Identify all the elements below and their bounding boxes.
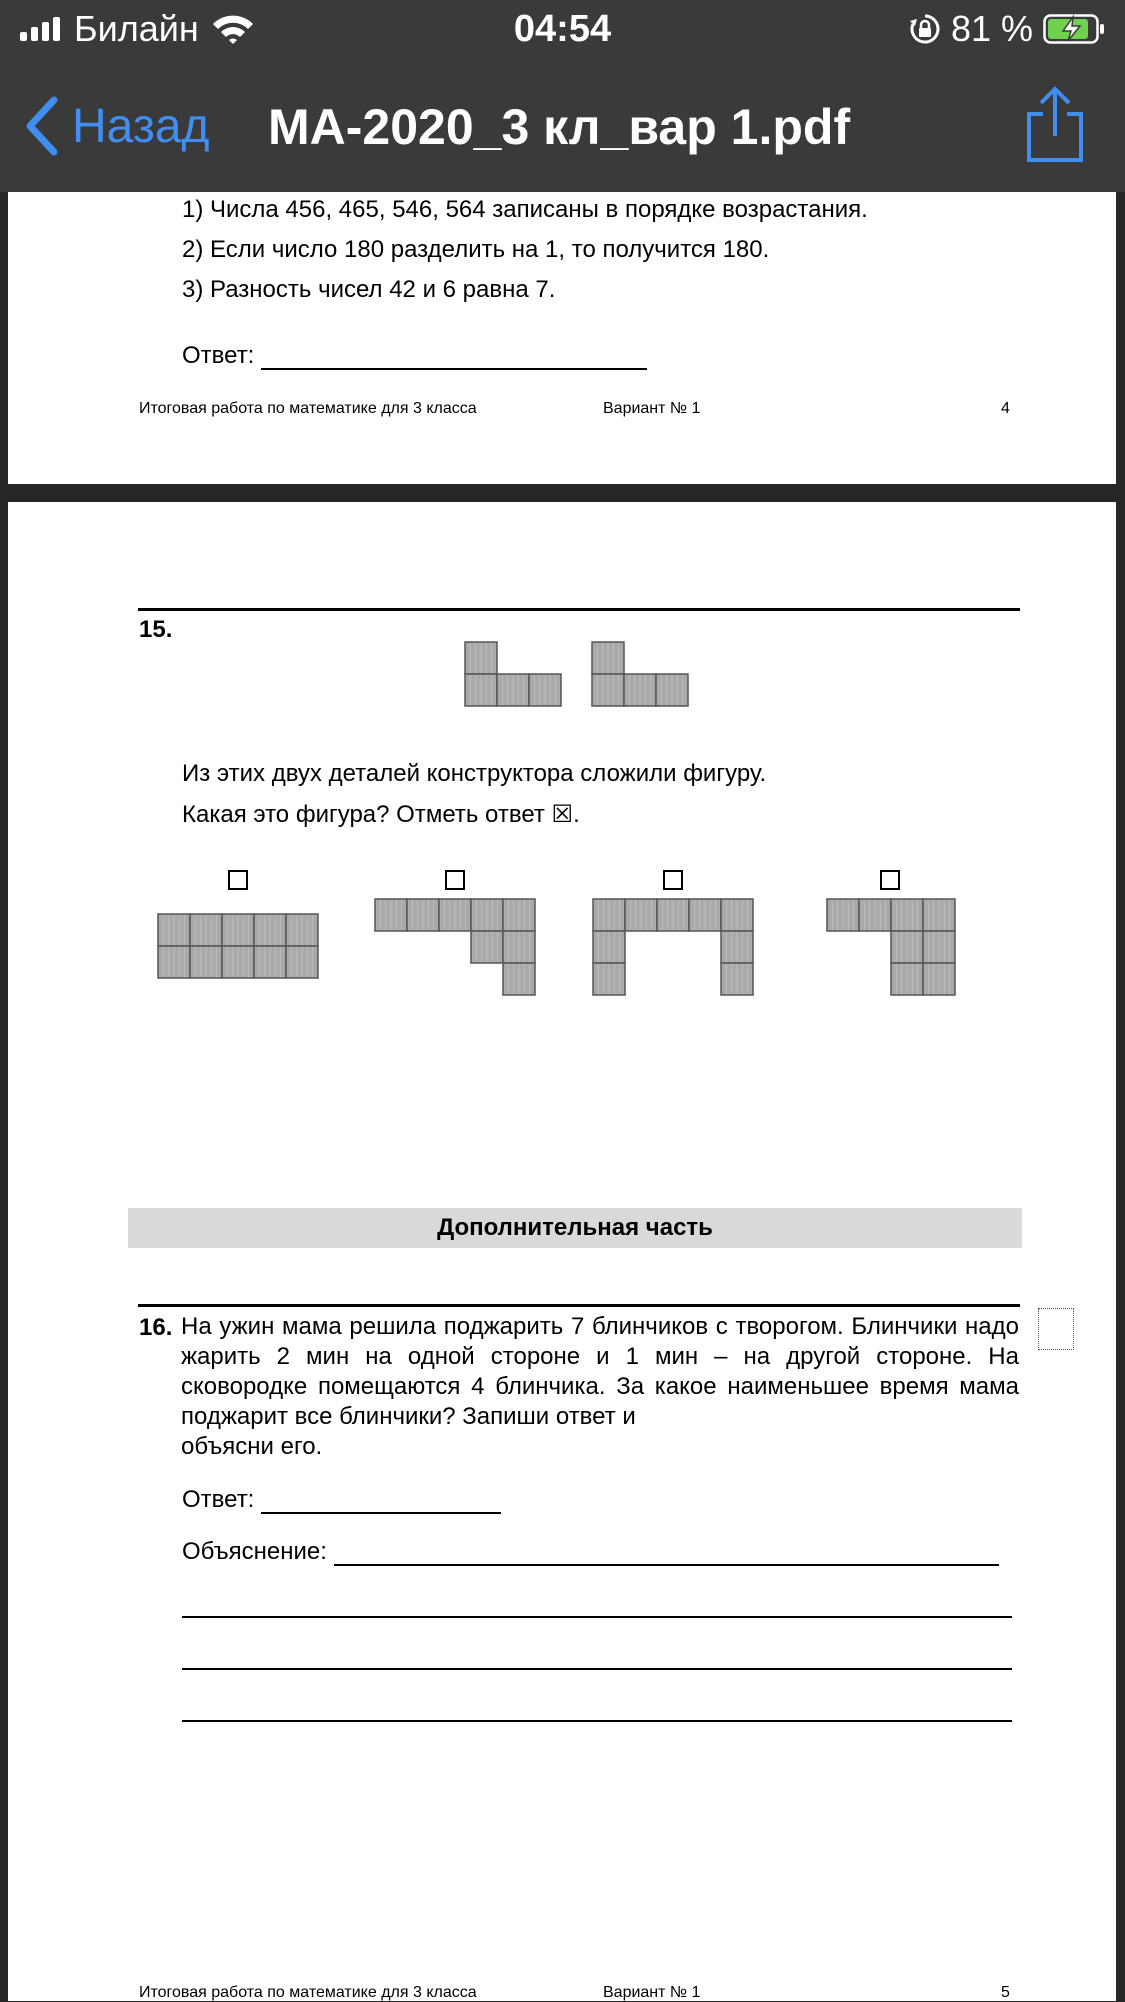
orientation-lock-icon: [909, 13, 941, 45]
footer-left-5: Итоговая работа по математике для 3 класса: [139, 1984, 477, 2001]
status-right: [909, 8, 1105, 50]
option-d-figure: [825, 897, 959, 997]
option-b-figure: [373, 897, 537, 997]
explanation-line-3: [182, 1668, 1012, 1670]
option-a-checkbox[interactable]: [228, 870, 248, 890]
piece-1-figure: [463, 640, 563, 708]
question-16-last-line: объясни его.: [181, 1433, 323, 1460]
battery-charging-icon: [1043, 14, 1105, 44]
question-15-line-2: Какая это фигура? Отметь ответ ☒.: [182, 801, 580, 828]
carrier-name: Билайн: [74, 8, 199, 49]
question-16-number: 16.: [139, 1314, 173, 1341]
option-c-checkbox[interactable]: [663, 870, 683, 890]
answer-label: Ответ:: [182, 342, 255, 369]
pdf-page-5: [8, 502, 1116, 2001]
option-a-figure: [156, 912, 320, 980]
status-bar: [0, 0, 1125, 62]
explanation-row: [182, 1538, 999, 1566]
extra-section-header: Дополнительная часть: [128, 1208, 1022, 1248]
explanation-line-4: [182, 1720, 1012, 1722]
statement-1: 1) Числа 456, 465, 546, 564 записаны в порядке возрастания.: [182, 196, 868, 223]
battery-percent: 81 %: [950, 8, 1033, 49]
piece-2-figure: [590, 640, 690, 708]
answer-row: [182, 342, 647, 370]
option-b-checkbox[interactable]: [445, 870, 465, 890]
explanation-label: Объяснение:: [182, 1538, 327, 1565]
share-icon[interactable]: [1023, 84, 1087, 164]
question-divider-16: [138, 1304, 1020, 1307]
back-label: Назад: [72, 99, 210, 153]
document-title: МА-2020_3 кл_вар 1.pdf: [268, 99, 851, 155]
question-16-body: На ужин мама решила поджарить 7 блинчиков с творогом. Блинчики надо жарить 2 мин на одной стороне и 1 мин – на другой стороне. На сковородке помещаются 4 блинчика. За какое наименьшее время мама поджарит все блинчики? Запиши ответ и: [181, 1313, 1019, 1430]
option-c-figure: [591, 897, 755, 997]
explanation-line-1: [334, 1542, 999, 1566]
pdf-page-4: [8, 192, 1116, 484]
footer-left: Итоговая работа по математике для 3 класса: [139, 400, 477, 417]
question-15-number: 15.: [139, 616, 173, 643]
statement-3: 3) Разность чисел 42 и 6 равна 7.: [182, 276, 556, 303]
explanation-line-2: [182, 1616, 1012, 1618]
answer-line: [261, 346, 647, 370]
chevron-left-icon: [22, 96, 62, 156]
footer-page-number: 4: [1001, 400, 1010, 417]
question-divider: [138, 608, 1020, 611]
answer-label-16: Ответ:: [182, 1486, 255, 1513]
question-15-line-1: Из этих двух деталей конструктора сложили фигуру.: [182, 760, 767, 787]
option-d-checkbox[interactable]: [880, 870, 900, 890]
question-16-text: [181, 1312, 1019, 1462]
score-box: [1038, 1308, 1074, 1350]
status-time: 04:54: [513, 8, 612, 50]
answer-row-16: [182, 1486, 501, 1514]
back-button[interactable]: [22, 96, 210, 156]
statement-2: 2) Если число 180 разделить на 1, то получится 180.: [182, 236, 770, 263]
footer-center-5: Вариант № 1: [603, 1984, 701, 2001]
footer-page-number-5: 5: [1001, 1984, 1010, 2001]
answer-line-16: [261, 1490, 501, 1514]
footer-center: Вариант № 1: [603, 400, 701, 417]
nav-bar: [0, 62, 1125, 192]
